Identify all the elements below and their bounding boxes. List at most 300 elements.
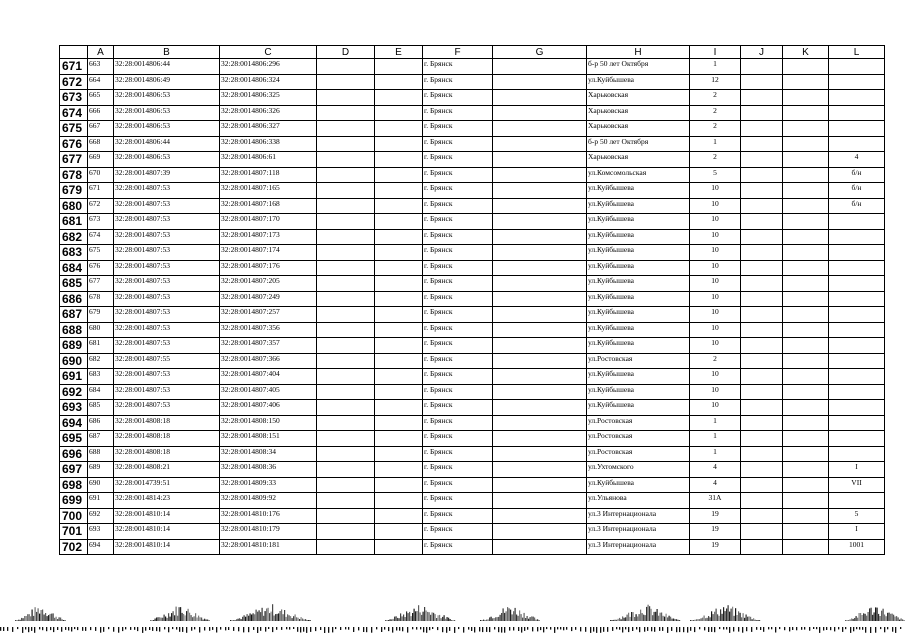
row-number[interactable]: 686 — [60, 291, 88, 307]
cell-a[interactable]: 691 — [88, 493, 114, 509]
cell-c[interactable]: 32:28:0014808:36 — [220, 462, 317, 478]
column-header-d[interactable]: D — [317, 46, 375, 59]
cell-k[interactable] — [783, 198, 829, 214]
row-number[interactable]: 673 — [60, 90, 88, 106]
cell-d[interactable] — [317, 198, 375, 214]
cell-k[interactable] — [783, 477, 829, 493]
cell-b[interactable]: 32:28:0014808:21 — [114, 462, 220, 478]
cell-j[interactable] — [741, 183, 783, 199]
cell-h[interactable]: ул.Куйбышева — [587, 291, 690, 307]
cell-a[interactable]: 674 — [88, 229, 114, 245]
cell-c[interactable]: 32:28:0014807:205 — [220, 276, 317, 292]
cell-c[interactable]: 32:28:0014809:92 — [220, 493, 317, 509]
cell-c[interactable]: 32:28:0014807:165 — [220, 183, 317, 199]
row-number[interactable]: 694 — [60, 415, 88, 431]
cell-l[interactable] — [829, 493, 885, 509]
cell-f[interactable]: г. Брянск — [423, 183, 493, 199]
cell-e[interactable] — [375, 524, 423, 540]
cell-f[interactable]: г. Брянск — [423, 74, 493, 90]
cell-f[interactable]: г. Брянск — [423, 431, 493, 447]
cell-d[interactable] — [317, 105, 375, 121]
cell-a[interactable]: 682 — [88, 353, 114, 369]
cell-h[interactable]: ул.Куйбышева — [587, 229, 690, 245]
cell-b[interactable]: 32:28:0014808:18 — [114, 415, 220, 431]
cell-b[interactable]: 32:28:0014806:44 — [114, 136, 220, 152]
cell-i[interactable]: 1 — [690, 446, 741, 462]
row-number[interactable]: 679 — [60, 183, 88, 199]
cell-g[interactable] — [493, 431, 587, 447]
cell-c[interactable]: 32:28:0014806:296 — [220, 59, 317, 75]
cell-h[interactable]: ул.Куйбышева — [587, 384, 690, 400]
cell-d[interactable] — [317, 291, 375, 307]
cell-b[interactable]: 32:28:0014807:53 — [114, 260, 220, 276]
cell-h[interactable]: ул.Куйбышева — [587, 369, 690, 385]
cell-j[interactable] — [741, 260, 783, 276]
cell-a[interactable]: 664 — [88, 74, 114, 90]
cell-a[interactable]: 686 — [88, 415, 114, 431]
cell-l[interactable] — [829, 291, 885, 307]
cell-g[interactable] — [493, 105, 587, 121]
cell-d[interactable] — [317, 152, 375, 168]
cell-j[interactable] — [741, 477, 783, 493]
cell-a[interactable]: 666 — [88, 105, 114, 121]
cell-h[interactable]: ул.Куйбышева — [587, 183, 690, 199]
row-number[interactable]: 678 — [60, 167, 88, 183]
column-header-k[interactable]: K — [783, 46, 829, 59]
cell-g[interactable] — [493, 136, 587, 152]
cell-f[interactable]: г. Брянск — [423, 508, 493, 524]
cell-d[interactable] — [317, 508, 375, 524]
cell-j[interactable] — [741, 400, 783, 416]
cell-l[interactable] — [829, 353, 885, 369]
row-number[interactable]: 696 — [60, 446, 88, 462]
cell-a[interactable]: 672 — [88, 198, 114, 214]
cell-c[interactable]: 32:28:0014808:34 — [220, 446, 317, 462]
cell-g[interactable] — [493, 477, 587, 493]
cell-a[interactable]: 671 — [88, 183, 114, 199]
cell-g[interactable] — [493, 245, 587, 261]
cell-d[interactable] — [317, 229, 375, 245]
cell-e[interactable] — [375, 183, 423, 199]
cell-e[interactable] — [375, 167, 423, 183]
cell-c[interactable]: 32:28:0014807:366 — [220, 353, 317, 369]
cell-e[interactable] — [375, 59, 423, 75]
cell-d[interactable] — [317, 477, 375, 493]
cell-j[interactable] — [741, 322, 783, 338]
cell-j[interactable] — [741, 291, 783, 307]
cell-i[interactable]: 10 — [690, 307, 741, 323]
cell-e[interactable] — [375, 121, 423, 137]
cell-a[interactable]: 678 — [88, 291, 114, 307]
cell-l[interactable] — [829, 384, 885, 400]
cell-a[interactable]: 689 — [88, 462, 114, 478]
cell-i[interactable]: 1 — [690, 136, 741, 152]
cell-f[interactable]: г. Брянск — [423, 245, 493, 261]
cell-f[interactable]: г. Брянск — [423, 260, 493, 276]
cell-j[interactable] — [741, 462, 783, 478]
cell-c[interactable]: 32:28:0014807:176 — [220, 260, 317, 276]
cell-k[interactable] — [783, 229, 829, 245]
cell-g[interactable] — [493, 400, 587, 416]
cell-b[interactable]: 32:28:0014810:14 — [114, 539, 220, 555]
cell-c[interactable]: 32:28:0014808:150 — [220, 415, 317, 431]
cell-e[interactable] — [375, 415, 423, 431]
cell-e[interactable] — [375, 353, 423, 369]
cell-g[interactable] — [493, 74, 587, 90]
cell-b[interactable]: 32:28:0014807:55 — [114, 353, 220, 369]
cell-l[interactable]: б/н — [829, 183, 885, 199]
row-number[interactable]: 680 — [60, 198, 88, 214]
cell-k[interactable] — [783, 462, 829, 478]
cell-c[interactable]: 32:28:0014806:326 — [220, 105, 317, 121]
cell-d[interactable] — [317, 400, 375, 416]
cell-a[interactable]: 693 — [88, 524, 114, 540]
cell-d[interactable] — [317, 446, 375, 462]
row-number[interactable]: 690 — [60, 353, 88, 369]
cell-l[interactable]: I — [829, 462, 885, 478]
cell-i[interactable]: 1 — [690, 431, 741, 447]
cell-i[interactable]: 2 — [690, 152, 741, 168]
cell-h[interactable]: ул.Куйбышева — [587, 477, 690, 493]
cell-k[interactable] — [783, 322, 829, 338]
row-number[interactable]: 676 — [60, 136, 88, 152]
cell-i[interactable]: 2 — [690, 353, 741, 369]
cell-d[interactable] — [317, 260, 375, 276]
cell-b[interactable]: 32:28:0014807:53 — [114, 400, 220, 416]
cell-a[interactable]: 670 — [88, 167, 114, 183]
row-number[interactable]: 693 — [60, 400, 88, 416]
cell-j[interactable] — [741, 524, 783, 540]
cell-d[interactable] — [317, 307, 375, 323]
cell-g[interactable] — [493, 307, 587, 323]
cell-g[interactable] — [493, 446, 587, 462]
cell-k[interactable] — [783, 59, 829, 75]
row-number[interactable]: 691 — [60, 369, 88, 385]
cell-k[interactable] — [783, 400, 829, 416]
row-number[interactable]: 677 — [60, 152, 88, 168]
cell-e[interactable] — [375, 462, 423, 478]
cell-c[interactable]: 32:28:0014807:170 — [220, 214, 317, 230]
cell-i[interactable]: 10 — [690, 260, 741, 276]
cell-j[interactable] — [741, 338, 783, 354]
cell-i[interactable]: 10 — [690, 276, 741, 292]
column-header-l[interactable]: L — [829, 46, 885, 59]
cell-j[interactable] — [741, 353, 783, 369]
cell-a[interactable]: 677 — [88, 276, 114, 292]
cell-b[interactable]: 32:28:0014739:51 — [114, 477, 220, 493]
cell-c[interactable]: 32:28:0014809:33 — [220, 477, 317, 493]
cell-h[interactable]: Харьковская — [587, 152, 690, 168]
cell-h[interactable]: ул.Ульянова — [587, 493, 690, 509]
cell-h[interactable]: ул.Ростовская — [587, 431, 690, 447]
cell-b[interactable]: 32:28:0014808:18 — [114, 446, 220, 462]
cell-c[interactable]: 32:28:0014808:151 — [220, 431, 317, 447]
cell-b[interactable]: 32:28:0014806:53 — [114, 90, 220, 106]
cell-k[interactable] — [783, 90, 829, 106]
cell-c[interactable]: 32:28:0014807:118 — [220, 167, 317, 183]
cell-e[interactable] — [375, 384, 423, 400]
cell-b[interactable]: 32:28:0014807:53 — [114, 183, 220, 199]
cell-g[interactable] — [493, 508, 587, 524]
cell-k[interactable] — [783, 446, 829, 462]
cell-h[interactable]: б-р 50 лет Октября — [587, 59, 690, 75]
column-header-g[interactable]: G — [493, 46, 587, 59]
cell-a[interactable]: 669 — [88, 152, 114, 168]
cell-d[interactable] — [317, 74, 375, 90]
cell-c[interactable]: 32:28:0014810:179 — [220, 524, 317, 540]
cell-j[interactable] — [741, 446, 783, 462]
cell-k[interactable] — [783, 121, 829, 137]
cell-j[interactable] — [741, 369, 783, 385]
cell-b[interactable]: 32:28:0014810:14 — [114, 508, 220, 524]
cell-e[interactable] — [375, 400, 423, 416]
cell-i[interactable]: 2 — [690, 121, 741, 137]
cell-h[interactable]: Харьковская — [587, 105, 690, 121]
cell-b[interactable]: 32:28:0014807:53 — [114, 214, 220, 230]
cell-f[interactable]: г. Брянск — [423, 59, 493, 75]
cell-l[interactable] — [829, 369, 885, 385]
cell-d[interactable] — [317, 369, 375, 385]
cell-l[interactable] — [829, 415, 885, 431]
cell-a[interactable]: 665 — [88, 90, 114, 106]
cell-d[interactable] — [317, 384, 375, 400]
cell-e[interactable] — [375, 493, 423, 509]
cell-j[interactable] — [741, 121, 783, 137]
cell-g[interactable] — [493, 59, 587, 75]
cell-e[interactable] — [375, 214, 423, 230]
row-number[interactable]: 692 — [60, 384, 88, 400]
cell-d[interactable] — [317, 462, 375, 478]
row-number[interactable]: 681 — [60, 214, 88, 230]
row-number[interactable]: 689 — [60, 338, 88, 354]
cell-c[interactable]: 32:28:0014807:406 — [220, 400, 317, 416]
cell-b[interactable]: 32:28:0014806:49 — [114, 74, 220, 90]
cell-k[interactable] — [783, 524, 829, 540]
cell-c[interactable]: 32:28:0014806:324 — [220, 74, 317, 90]
cell-d[interactable] — [317, 214, 375, 230]
cell-i[interactable]: 19 — [690, 524, 741, 540]
cell-f[interactable]: г. Брянск — [423, 338, 493, 354]
cell-e[interactable] — [375, 198, 423, 214]
cell-b[interactable]: 32:28:0014807:39 — [114, 167, 220, 183]
cell-k[interactable] — [783, 539, 829, 555]
cell-h[interactable]: ул.Ростовская — [587, 415, 690, 431]
cell-k[interactable] — [783, 353, 829, 369]
cell-e[interactable] — [375, 369, 423, 385]
column-header-c[interactable]: C — [220, 46, 317, 59]
cell-c[interactable]: 32:28:0014807:405 — [220, 384, 317, 400]
cell-f[interactable]: г. Брянск — [423, 446, 493, 462]
cell-a[interactable]: 667 — [88, 121, 114, 137]
cell-a[interactable]: 675 — [88, 245, 114, 261]
row-number[interactable]: 685 — [60, 276, 88, 292]
cell-k[interactable] — [783, 307, 829, 323]
cell-l[interactable] — [829, 245, 885, 261]
row-number[interactable]: 699 — [60, 493, 88, 509]
cell-h[interactable]: ул.3 Интернационала — [587, 524, 690, 540]
row-number[interactable]: 700 — [60, 508, 88, 524]
cell-j[interactable] — [741, 152, 783, 168]
cell-b[interactable]: 32:28:0014807:53 — [114, 198, 220, 214]
cell-k[interactable] — [783, 183, 829, 199]
cell-f[interactable]: г. Брянск — [423, 276, 493, 292]
cell-b[interactable]: 32:28:0014814:23 — [114, 493, 220, 509]
cell-a[interactable]: 668 — [88, 136, 114, 152]
cell-i[interactable]: 10 — [690, 338, 741, 354]
cell-e[interactable] — [375, 276, 423, 292]
cell-e[interactable] — [375, 245, 423, 261]
cell-g[interactable] — [493, 183, 587, 199]
cell-f[interactable]: г. Брянск — [423, 291, 493, 307]
cell-b[interactable]: 32:28:0014807:53 — [114, 384, 220, 400]
cell-h[interactable]: ул.Ростовская — [587, 446, 690, 462]
cell-g[interactable] — [493, 338, 587, 354]
cell-a[interactable]: 683 — [88, 369, 114, 385]
cell-f[interactable]: г. Брянск — [423, 214, 493, 230]
cell-d[interactable] — [317, 338, 375, 354]
row-number[interactable]: 675 — [60, 121, 88, 137]
cell-g[interactable] — [493, 369, 587, 385]
row-number[interactable]: 683 — [60, 245, 88, 261]
cell-l[interactable] — [829, 322, 885, 338]
cell-e[interactable] — [375, 260, 423, 276]
cell-j[interactable] — [741, 493, 783, 509]
cell-e[interactable] — [375, 291, 423, 307]
cell-f[interactable]: г. Брянск — [423, 167, 493, 183]
row-number[interactable]: 672 — [60, 74, 88, 90]
cell-d[interactable] — [317, 167, 375, 183]
cell-f[interactable]: г. Брянск — [423, 198, 493, 214]
cell-f[interactable]: г. Брянск — [423, 90, 493, 106]
cell-d[interactable] — [317, 524, 375, 540]
cell-i[interactable]: 5 — [690, 167, 741, 183]
cell-i[interactable]: 1 — [690, 59, 741, 75]
cell-f[interactable]: г. Брянск — [423, 105, 493, 121]
cell-j[interactable] — [741, 167, 783, 183]
cell-a[interactable]: 684 — [88, 384, 114, 400]
cell-i[interactable]: 4 — [690, 477, 741, 493]
cell-l[interactable]: б/н — [829, 198, 885, 214]
row-number[interactable]: 688 — [60, 322, 88, 338]
cell-f[interactable]: г. Брянск — [423, 400, 493, 416]
cell-c[interactable]: 32:28:0014806:61 — [220, 152, 317, 168]
cell-j[interactable] — [741, 59, 783, 75]
cell-d[interactable] — [317, 539, 375, 555]
cell-g[interactable] — [493, 167, 587, 183]
row-number[interactable]: 687 — [60, 307, 88, 323]
column-header-e[interactable]: E — [375, 46, 423, 59]
cell-g[interactable] — [493, 276, 587, 292]
cell-c[interactable]: 32:28:0014807:173 — [220, 229, 317, 245]
cell-b[interactable]: 32:28:0014806:53 — [114, 121, 220, 137]
cell-a[interactable]: 694 — [88, 539, 114, 555]
corner-cell[interactable] — [60, 46, 88, 59]
cell-b[interactable]: 32:28:0014807:53 — [114, 322, 220, 338]
cell-l[interactable] — [829, 307, 885, 323]
cell-k[interactable] — [783, 415, 829, 431]
cell-b[interactable]: 32:28:0014806:53 — [114, 105, 220, 121]
cell-e[interactable] — [375, 152, 423, 168]
cell-d[interactable] — [317, 493, 375, 509]
cell-a[interactable]: 680 — [88, 322, 114, 338]
cell-f[interactable]: г. Брянск — [423, 121, 493, 137]
cell-l[interactable] — [829, 431, 885, 447]
cell-e[interactable] — [375, 74, 423, 90]
cell-c[interactable]: 32:28:0014806:338 — [220, 136, 317, 152]
cell-c[interactable]: 32:28:0014807:356 — [220, 322, 317, 338]
cell-j[interactable] — [741, 431, 783, 447]
cell-l[interactable]: 4 — [829, 152, 885, 168]
cell-c[interactable]: 32:28:0014807:357 — [220, 338, 317, 354]
cell-h[interactable]: ул.Куйбышева — [587, 198, 690, 214]
cell-j[interactable] — [741, 276, 783, 292]
column-header-h[interactable]: H — [587, 46, 690, 59]
cell-i[interactable]: 19 — [690, 539, 741, 555]
cell-f[interactable]: г. Брянск — [423, 477, 493, 493]
cell-d[interactable] — [317, 245, 375, 261]
cell-g[interactable] — [493, 90, 587, 106]
cell-k[interactable] — [783, 74, 829, 90]
cell-a[interactable]: 676 — [88, 260, 114, 276]
cell-l[interactable]: б/н — [829, 167, 885, 183]
cell-b[interactable]: 32:28:0014808:18 — [114, 431, 220, 447]
cell-a[interactable]: 687 — [88, 431, 114, 447]
cell-i[interactable]: 10 — [690, 229, 741, 245]
cell-j[interactable] — [741, 105, 783, 121]
cell-i[interactable]: 2 — [690, 90, 741, 106]
cell-i[interactable]: 10 — [690, 245, 741, 261]
cell-j[interactable] — [741, 415, 783, 431]
row-number[interactable]: 697 — [60, 462, 88, 478]
cell-i[interactable]: 10 — [690, 322, 741, 338]
row-number[interactable]: 684 — [60, 260, 88, 276]
cell-g[interactable] — [493, 462, 587, 478]
cell-l[interactable] — [829, 400, 885, 416]
cell-k[interactable] — [783, 369, 829, 385]
cell-h[interactable]: ул.Куйбышева — [587, 400, 690, 416]
cell-j[interactable] — [741, 214, 783, 230]
cell-k[interactable] — [783, 214, 829, 230]
row-number[interactable]: 698 — [60, 477, 88, 493]
cell-l[interactable] — [829, 136, 885, 152]
cell-g[interactable] — [493, 384, 587, 400]
cell-f[interactable]: г. Брянск — [423, 415, 493, 431]
cell-b[interactable]: 32:28:0014807:53 — [114, 245, 220, 261]
column-header-f[interactable]: F — [423, 46, 493, 59]
cell-h[interactable]: ул.3 Интернационала — [587, 508, 690, 524]
cell-k[interactable] — [783, 152, 829, 168]
cell-h[interactable]: б-р 50 лет Октября — [587, 136, 690, 152]
cell-f[interactable]: г. Брянск — [423, 462, 493, 478]
cell-g[interactable] — [493, 415, 587, 431]
column-header-j[interactable]: J — [741, 46, 783, 59]
cell-b[interactable]: 32:28:0014807:53 — [114, 276, 220, 292]
cell-c[interactable]: 32:28:0014806:325 — [220, 90, 317, 106]
cell-d[interactable] — [317, 431, 375, 447]
cell-e[interactable] — [375, 539, 423, 555]
cell-e[interactable] — [375, 477, 423, 493]
cell-e[interactable] — [375, 307, 423, 323]
cell-h[interactable]: ул.Куйбышева — [587, 338, 690, 354]
cell-f[interactable]: г. Брянск — [423, 322, 493, 338]
cell-f[interactable]: г. Брянск — [423, 493, 493, 509]
cell-l[interactable] — [829, 74, 885, 90]
cell-e[interactable] — [375, 322, 423, 338]
cell-g[interactable] — [493, 524, 587, 540]
cell-b[interactable]: 32:28:0014807:53 — [114, 307, 220, 323]
cell-i[interactable]: 10 — [690, 183, 741, 199]
cell-e[interactable] — [375, 446, 423, 462]
